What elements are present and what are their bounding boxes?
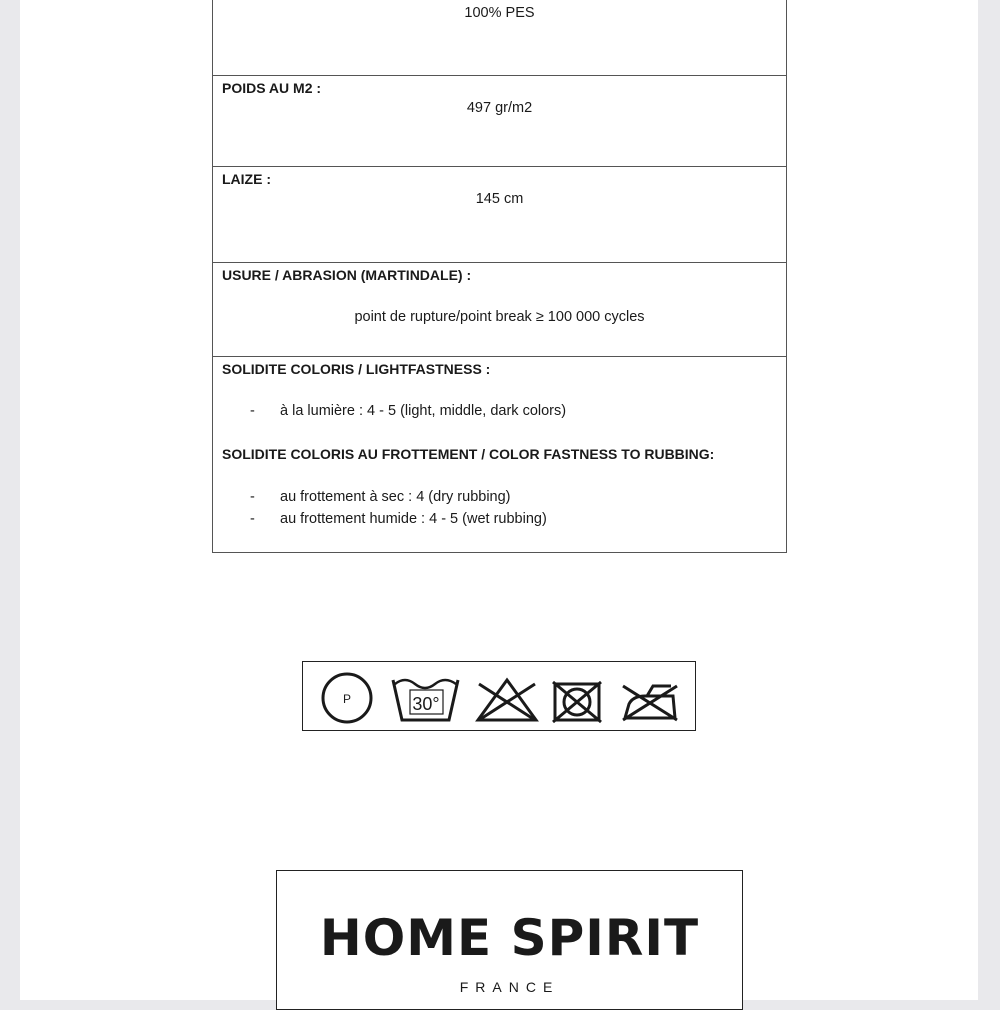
- spec-table: [212, 0, 787, 553]
- no-tumble-dry-icon: [553, 682, 601, 722]
- lightfastness-item-text: à la lumière : 4 - 5 (light, middle, dark colors): [280, 403, 567, 419]
- width-row: [213, 167, 787, 263]
- weight-row: [213, 76, 787, 167]
- abrasion-row: [213, 263, 787, 357]
- rubbing-label: SOLIDITE COLORIS AU FROTTEMENT / COLOR FASTNESS TO RUBBING:: [222, 446, 715, 462]
- rubbing-item: [250, 511, 547, 527]
- fastness-row: [213, 357, 787, 553]
- care-symbols: [303, 662, 697, 732]
- rubbing-item: [250, 489, 511, 505]
- abrasion-value: point de rupture/point break ≥ 100 000 cycles: [354, 309, 645, 325]
- no-iron-icon: [623, 686, 677, 720]
- bullet-dash: -: [250, 511, 255, 527]
- care-symbols-box: [302, 661, 696, 731]
- rubbing-item-text: au frottement à sec : 4 (dry rubbing): [280, 489, 511, 505]
- wash-temperature: 30°: [412, 694, 440, 714]
- composition-value: 100% PES: [464, 5, 535, 21]
- rubbing-item-text: au frottement humide : 4 - 5 (wet rubbing): [280, 511, 547, 527]
- width-value: 145 cm: [475, 191, 524, 207]
- abrasion-label: USURE / ABRASION (MARTINDALE) :: [222, 267, 472, 283]
- dry-clean-p-icon: [323, 674, 371, 722]
- brand-subtitle: FRANCE: [459, 979, 560, 995]
- dry-clean-letter: P: [342, 692, 352, 706]
- bullet-dash: -: [250, 489, 255, 505]
- lightfastness-item: [250, 403, 566, 419]
- no-bleach-icon: [478, 680, 536, 720]
- composition-row: [213, 0, 787, 76]
- width-label: LAIZE :: [222, 171, 271, 187]
- lightfastness-label: SOLIDITE COLORIS / LIGHTFASTNESS :: [222, 361, 491, 377]
- brand-name: HOME SPIRIT: [319, 909, 700, 967]
- bullet-dash: -: [250, 403, 255, 419]
- brand-logo-box: [276, 870, 743, 1010]
- wash-30-icon: [393, 680, 458, 720]
- weight-label: POIDS AU M2 :: [222, 80, 322, 96]
- weight-value: 497 gr/m2: [466, 100, 533, 116]
